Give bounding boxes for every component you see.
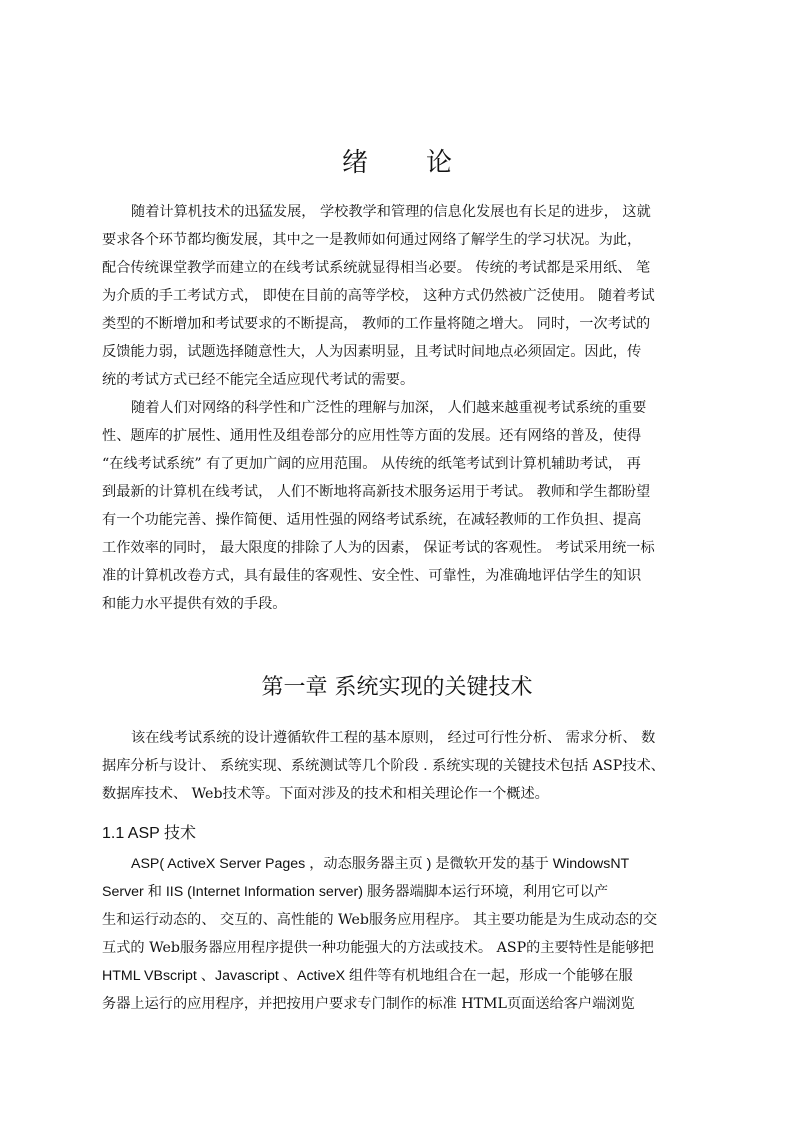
section-line: 互式的 Web服务器应用程序提供一种功能强大的方法或技术。 ASP的主要特性是能够把	[102, 940, 654, 956]
section-line: 生和运行动态的、 交互的、高性能的 Web服务应用程序。 其主要功能是为生成动态的交	[102, 912, 658, 928]
intro-line: 性、题库的扩展性、通用性及组卷部分的应用性等方面的发展。还有网络的普及，使得	[102, 428, 642, 444]
chapter-line: 该在线考试系统的设计遵循软件工程的基本原则， 经过可行性分析、 需求分析、 数	[131, 730, 656, 746]
intro-line: 准的计算机改卷方式，具有最佳的客观性、安全性、可靠性，为准确地评估学生的知识	[102, 568, 642, 584]
intro-line: 有一个功能完善、操作简便、适用性强的网络考试系统，在减轻教师的工作负担、提高	[102, 512, 642, 528]
intro-title-left: 绪	[341, 148, 368, 178]
chapter-title: 第一章 系统实现的关键技术	[261, 675, 533, 700]
intro-title	[0, 142, 794, 179]
intro-line: 工作效率的同时， 最大限度的排除了人为的因素， 保证考试的客观性。 考试采用统一标	[102, 540, 655, 556]
intro-line: 和能力水平提供有效的手段。	[102, 596, 287, 612]
section-line: ASP( ActiveX Server Pages ，动态服务器主页 ) 是微软开发的基于 WindowsNT	[131, 856, 630, 872]
intro-line: 为介质的手工考试方式， 即使在目前的高等学校， 这种方式仍然被广泛使用。 随着考试	[102, 288, 655, 304]
intro-line: 随着计算机技术的迅猛发展， 学校教学和管理的信息化发展也有长足的进步， 这就	[131, 204, 651, 220]
chapter-line: 数据库技术、 Web技术等。下面对涉及的技术和相关理论作一个概述。	[102, 786, 549, 802]
intro-line: 随着人们对网络的科学性和广泛性的理解与加深， 人们越来越重视考试系统的重要	[131, 400, 647, 416]
section-title: 1.1 ASP 技术	[102, 825, 196, 842]
intro-line: 类型的不断增加和考试要求的不断提高， 教师的工作量将随之增大。 同时，一次考试的	[102, 316, 651, 332]
section-line: HTML VBscript 、Javascript 、ActiveX 组件等有机地组合在一起，形成一个能够在服	[102, 968, 633, 984]
intro-line: 要求各个环节都均衡发展，其中之一是教师如何通过网络了解学生的学习状况。为此，	[102, 232, 642, 248]
intro-line: 统的考试方式已经不能完全适应现代考试的需要。	[102, 372, 415, 388]
intro-line: 反馈能力弱，试题选择随意性大，人为因素明显，且考试时间地点必须固定。因此，传	[102, 344, 642, 360]
intro-line: 到最新的计算机在线考试， 人们不断地将高新技术服务运用于考试。 教师和学生都盼望	[102, 484, 651, 500]
chapter-line: 据库分析与设计、 系统实现、系统测试等几个阶段 . 系统实现的关键技术包括 ASP技术、	[102, 758, 665, 774]
intro-line: “在线考试系统” 有了更加广阔的应用范围。 从传统的纸笔考试到计算机辅助考试， 再	[102, 456, 641, 472]
intro-line: 配合传统课堂教学而建立的在线考试系统就显得相当必要。 传统的考试都是采用纸、 笔	[102, 260, 651, 276]
section-line: 务器上运行的应用程序，并把按用户要求专门制作的标准 HTML页面送给客户端浏览	[102, 996, 635, 1012]
section-line: Server 和 IIS (Internet Information server) 服务器端脚本运行环境，利用它可以产	[102, 884, 609, 900]
intro-title-right: 论	[426, 148, 453, 178]
